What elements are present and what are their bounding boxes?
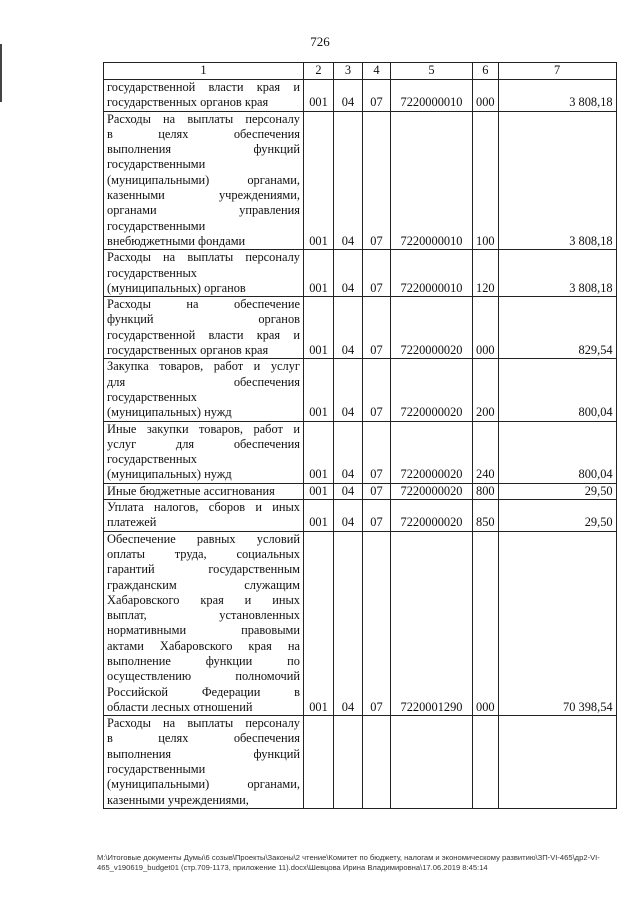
- row-description: [104, 111, 304, 250]
- row-cell-c5: 7220000010: [391, 250, 473, 297]
- description-line: функций органов: [107, 312, 300, 327]
- row-cell-c2: 001: [304, 359, 334, 421]
- description-line: казенными учреждениями,: [107, 188, 300, 203]
- row-cell-c3: [334, 716, 363, 809]
- description-line: выполнение функции по: [107, 653, 300, 668]
- row-cell-c7: 800,04: [498, 359, 616, 421]
- row-cell-c7: 3 808,18: [498, 80, 616, 112]
- row-cell-c2: 001: [304, 250, 334, 297]
- description-line: государственных органов края: [107, 95, 269, 110]
- row-cell-c2: 001: [304, 483, 334, 499]
- row-cell-c5: 7220000020: [391, 359, 473, 421]
- table-row: [104, 111, 617, 250]
- row-cell-c2: 001: [304, 500, 334, 532]
- row-description: [104, 250, 304, 297]
- row-cell-c3: 04: [334, 297, 363, 359]
- row-cell-c5: [391, 716, 473, 809]
- page-number: 726: [310, 34, 330, 49]
- row-cell-c4: 07: [363, 421, 391, 483]
- description-line: государственных органов края: [107, 343, 269, 358]
- table-body: [104, 63, 617, 809]
- description-line: оплаты труда, социальных: [107, 546, 300, 561]
- row-cell-c7: 3 808,18: [498, 111, 616, 250]
- footer-line-2: 465_v190619_budget01 (стр.709-1173, приложение 11).docx\Шевцова Ирина Владимировна\17.06.2019 8:45:14: [97, 863, 488, 872]
- row-description: [104, 500, 304, 532]
- description-line: внебюджетными фондами: [107, 233, 246, 248]
- row-cell-c2: 001: [304, 297, 334, 359]
- description-line: гражданским служащим: [107, 577, 300, 592]
- table-row: [104, 531, 617, 716]
- description-line: Расходы на выплаты персоналу: [107, 716, 300, 731]
- description-line: государственными: [107, 762, 206, 777]
- row-cell-c4: 07: [363, 80, 391, 112]
- description-line: Иные закупки товаров, работ и: [107, 421, 300, 436]
- row-cell-c3: 04: [334, 359, 363, 421]
- row-cell-c7: 3 808,18: [498, 250, 616, 297]
- row-cell-c7: 829,54: [498, 297, 616, 359]
- row-cell-c5: 7220000010: [391, 80, 473, 112]
- document-path-footer: [97, 853, 622, 873]
- description-line: государственной власти края и: [107, 80, 300, 94]
- row-cell-c3: 04: [334, 483, 363, 499]
- description-line: нормативными правовыми: [107, 623, 300, 638]
- description-line: Иные бюджетные ассигнования: [107, 483, 275, 498]
- row-cell-c3: 04: [334, 250, 363, 297]
- row-cell-c4: 07: [363, 250, 391, 297]
- row-cell-c3: 04: [334, 421, 363, 483]
- description-line: государственными: [107, 218, 206, 233]
- row-cell-c2: 001: [304, 421, 334, 483]
- description-line: осуществлению полномочий: [107, 669, 300, 684]
- description-line: Расходы на выплаты персоналу: [107, 250, 300, 265]
- description-line: государственных: [107, 389, 198, 404]
- header-col-4: 4: [363, 63, 391, 80]
- description-line: для обеспечения: [107, 374, 300, 389]
- description-line: Хабаровского края и иных: [107, 592, 300, 607]
- row-cell-c4: 07: [363, 531, 391, 716]
- row-description: [104, 80, 304, 112]
- row-cell-c7: [498, 716, 616, 809]
- description-line: Расходы на выплаты персоналу: [107, 111, 300, 126]
- row-cell-c6: 240: [473, 421, 499, 483]
- description-line: Закупка товаров, работ и услуг: [107, 359, 300, 374]
- margin-mark: [0, 44, 2, 102]
- row-cell-c5: 7220000020: [391, 500, 473, 532]
- row-cell-c4: 07: [363, 483, 391, 499]
- row-cell-c4: 07: [363, 297, 391, 359]
- row-cell-c2: 001: [304, 531, 334, 716]
- table-row: [104, 483, 617, 499]
- header-col-2: 2: [304, 63, 334, 80]
- description-line: гарантий государственным: [107, 562, 300, 577]
- row-cell-c2: 001: [304, 80, 334, 112]
- description-line: Расходы на обеспечение: [107, 297, 300, 312]
- row-description: [104, 716, 304, 809]
- description-line: (муниципальных) нужд: [107, 405, 232, 420]
- row-cell-c4: [363, 716, 391, 809]
- row-cell-c6: 850: [473, 500, 499, 532]
- table-row: [104, 716, 617, 809]
- row-description: [104, 421, 304, 483]
- row-cell-c6: 000: [473, 531, 499, 716]
- header-col-5: 5: [391, 63, 473, 80]
- row-cell-c6: 200: [473, 359, 499, 421]
- header-col-3: 3: [334, 63, 363, 80]
- row-cell-c5: 7220000020: [391, 483, 473, 499]
- row-cell-c6: 000: [473, 80, 499, 112]
- description-line: государственных: [107, 452, 198, 467]
- row-description: [104, 531, 304, 716]
- description-line: (муниципальных) органов: [107, 280, 246, 295]
- row-cell-c3: 04: [334, 500, 363, 532]
- description-line: в целях обеспечения: [107, 126, 300, 141]
- description-line: (муниципальными) органами,: [107, 172, 300, 187]
- description-line: актами Хабаровского края на: [107, 638, 300, 653]
- description-line: области лесных отношений: [107, 699, 253, 714]
- description-line: выполнения функций: [107, 142, 300, 157]
- row-cell-c6: 800: [473, 483, 499, 499]
- row-description: [104, 297, 304, 359]
- table-row: [104, 250, 617, 297]
- row-cell-c2: 001: [304, 111, 334, 250]
- row-cell-c6: [473, 716, 499, 809]
- description-line: выплат, установленных: [107, 608, 300, 623]
- description-line: органами управления: [107, 203, 300, 218]
- description-line: казенными учреждениями,: [107, 792, 249, 807]
- description-line: платежей: [107, 515, 157, 530]
- row-cell-c3: 04: [334, 531, 363, 716]
- row-description: [104, 483, 304, 499]
- description-line: в целях обеспечения: [107, 731, 300, 746]
- header-col-7: 7: [498, 63, 616, 80]
- row-cell-c4: 07: [363, 359, 391, 421]
- table-row: [104, 359, 617, 421]
- row-description: [104, 359, 304, 421]
- description-line: (муниципальными) органами,: [107, 777, 300, 792]
- row-cell-c6: 120: [473, 250, 499, 297]
- row-cell-c5: 7220000020: [391, 421, 473, 483]
- row-cell-c3: 04: [334, 80, 363, 112]
- table-row: [104, 297, 617, 359]
- row-cell-c7: 29,50: [498, 483, 616, 499]
- row-cell-c7: 800,04: [498, 421, 616, 483]
- description-line: государственной власти края и: [107, 327, 300, 342]
- row-cell-c2: [304, 716, 334, 809]
- row-cell-c6: 100: [473, 111, 499, 250]
- table-row: [104, 500, 617, 532]
- row-cell-c7: 29,50: [498, 500, 616, 532]
- row-cell-c5: 7220000010: [391, 111, 473, 250]
- table-row: [104, 80, 617, 112]
- budget-table: [103, 62, 617, 809]
- description-line: Российской Федерации в: [107, 684, 300, 699]
- row-cell-c3: 04: [334, 111, 363, 250]
- row-cell-c5: 7220000020: [391, 297, 473, 359]
- row-cell-c6: 000: [473, 297, 499, 359]
- description-line: услуг для обеспечения: [107, 436, 300, 451]
- description-line: государственных: [107, 265, 198, 280]
- description-line: (муниципальных) нужд: [107, 467, 232, 482]
- description-line: государственными: [107, 157, 206, 172]
- footer-line-1: М:\Итоговые документы Думы\6 созыв\Проекты\Законы\2 чтение\Комитет по бюджету, налогам и экономическому развитию\ЗП-VI-465\др2-VI-: [97, 853, 600, 862]
- row-cell-c5: 7220001290: [391, 531, 473, 716]
- table-row: [104, 421, 617, 483]
- header-col-6: 6: [473, 63, 499, 80]
- row-cell-c4: 07: [363, 111, 391, 250]
- row-cell-c7: 70 398,54: [498, 531, 616, 716]
- description-line: Обеспечение равных условий: [107, 531, 300, 546]
- description-line: выполнения функций: [107, 746, 300, 761]
- table-header-row: [104, 63, 617, 80]
- row-cell-c4: 07: [363, 500, 391, 532]
- header-col-1: 1: [104, 63, 304, 80]
- description-line: Уплата налогов, сборов и иных: [107, 500, 300, 515]
